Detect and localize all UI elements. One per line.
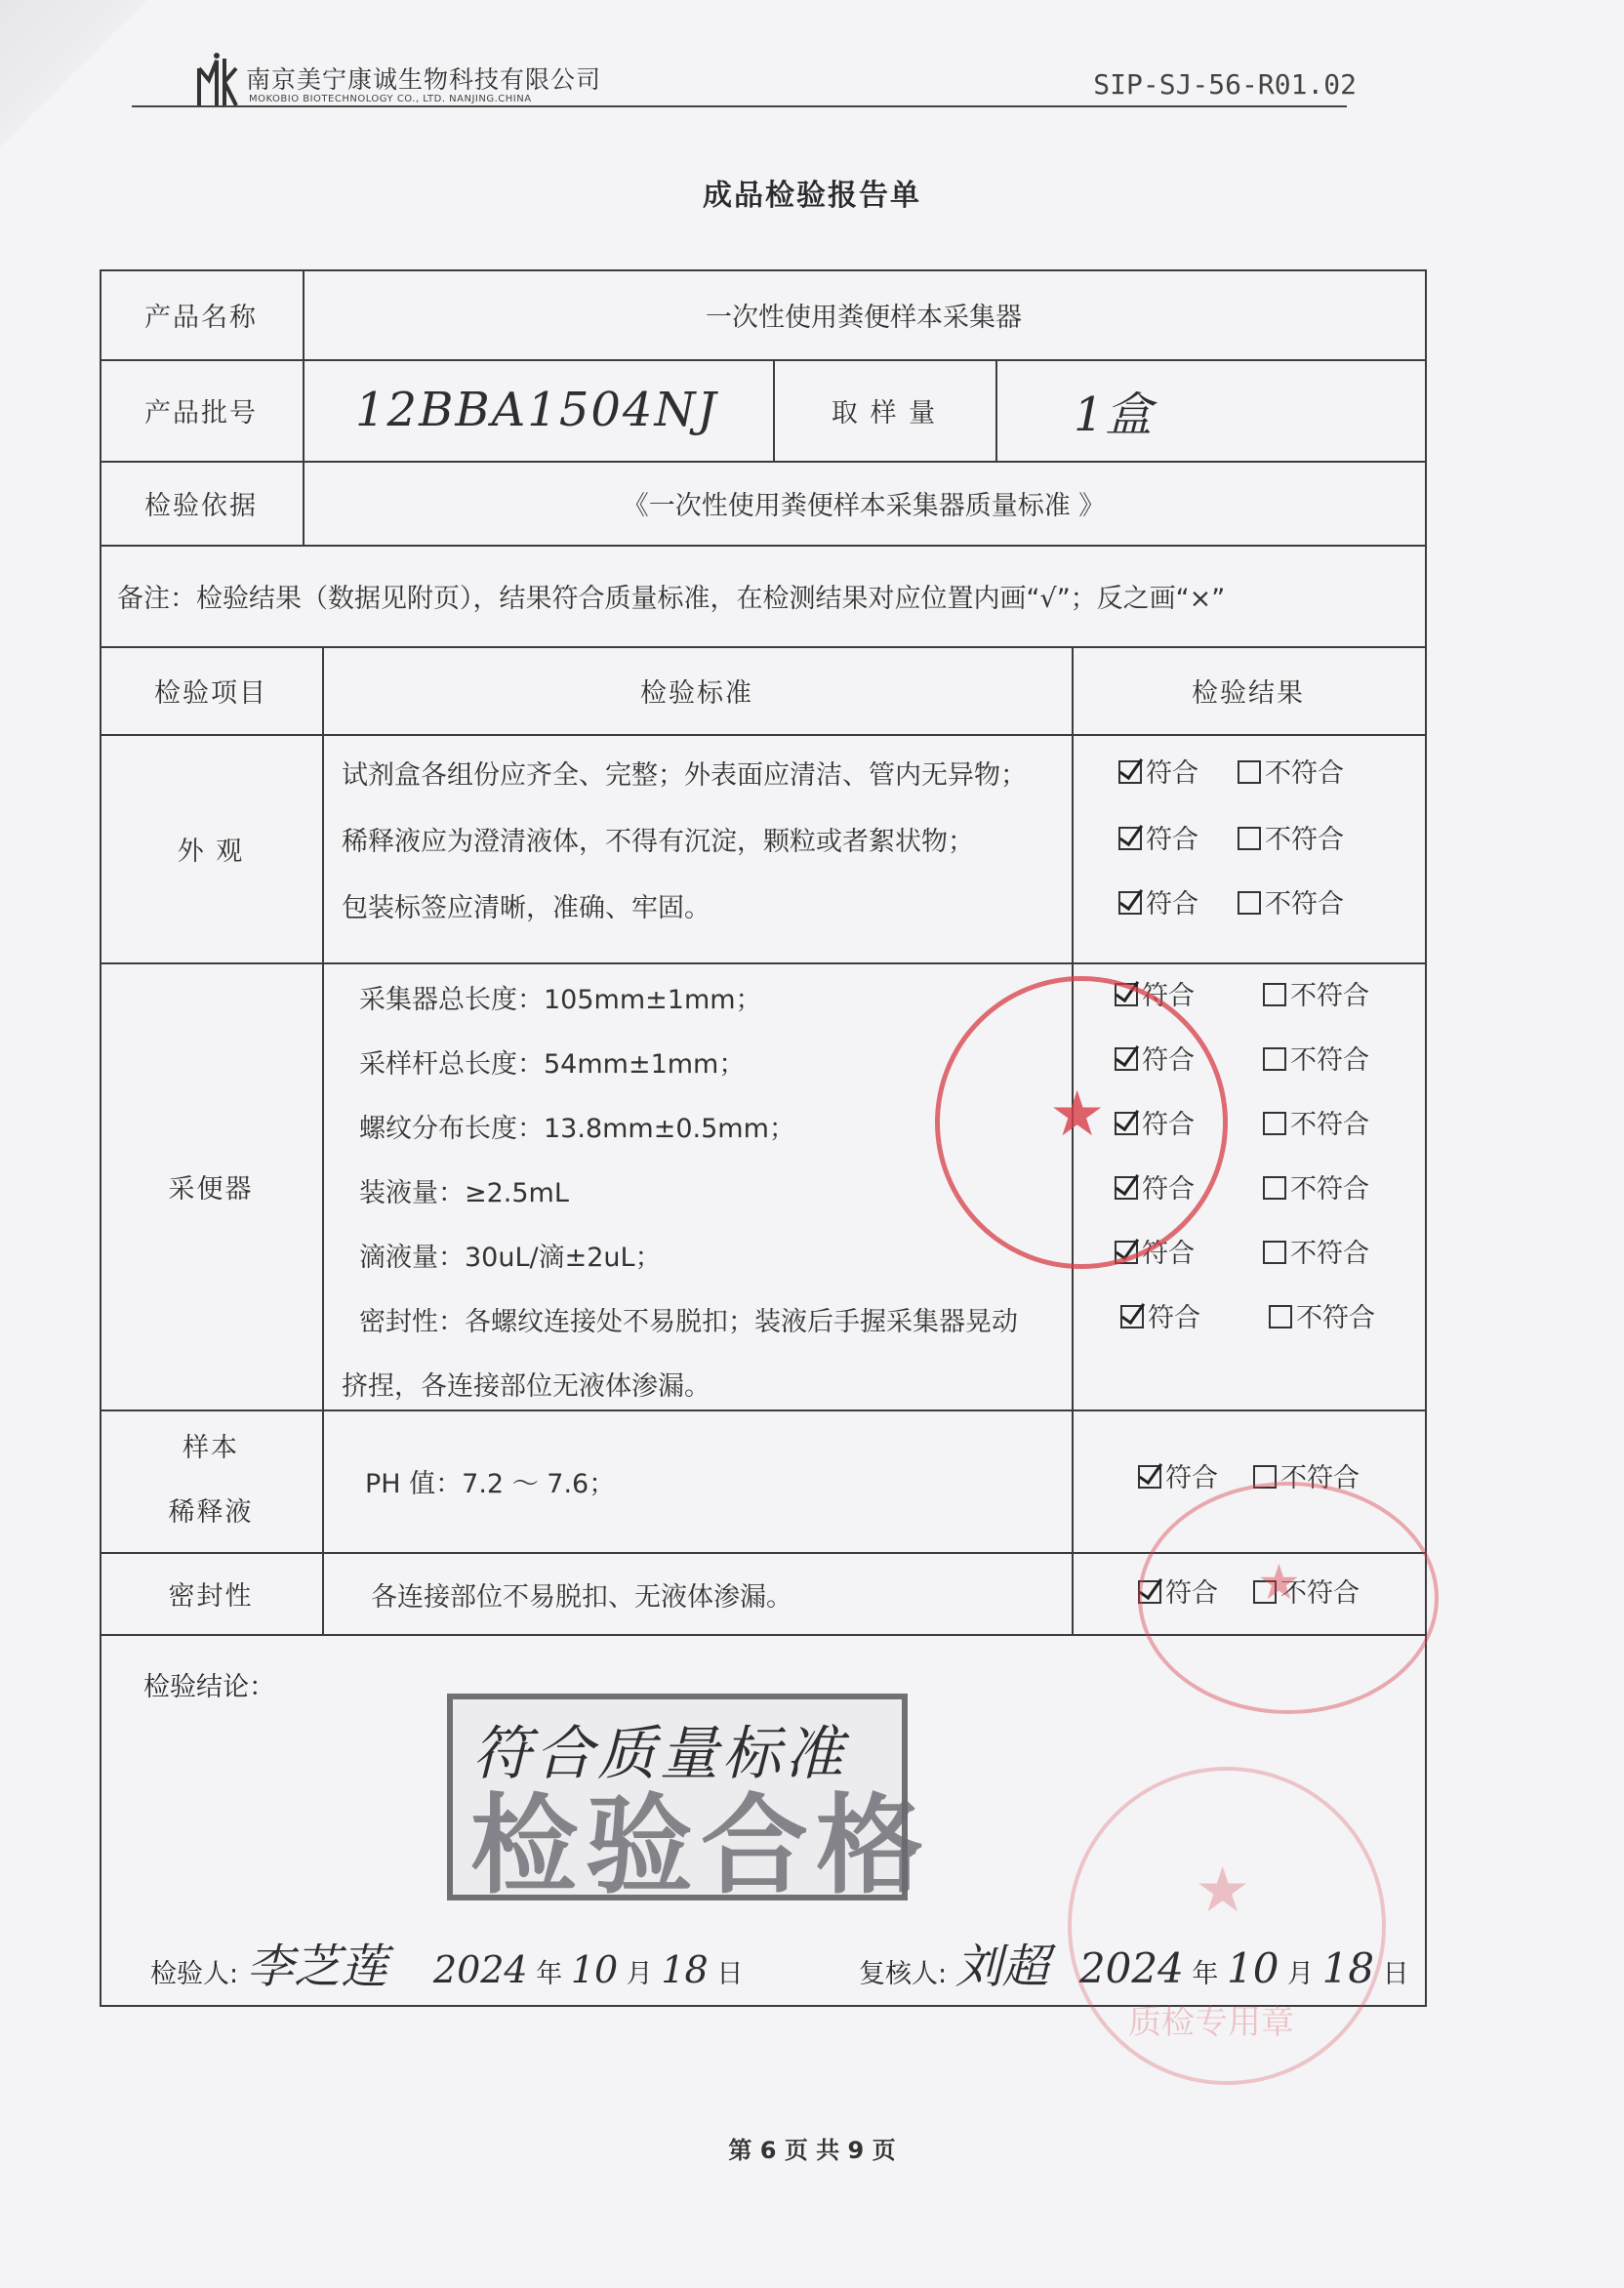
table-border [322, 646, 324, 1634]
result-appearance-1 [1118, 752, 1344, 790]
checked-box-icon [1118, 827, 1142, 850]
standard-line: 密封性：各螺纹连接处不易脱扣；装液后手握采集器晃动 [359, 1307, 1018, 1337]
conclusion-label: 检验结论： [143, 1672, 275, 1702]
seal-text: 质检专用章 [1128, 2003, 1294, 2042]
reviewer-year: 2024 [1078, 1944, 1184, 1992]
pass-label: 符合 [1142, 981, 1195, 1011]
page-number: 第 6 页 共 9 页 [728, 2137, 896, 2164]
header-divider [132, 105, 1347, 107]
inspector-label: 检验人: [150, 1959, 239, 1989]
fail-label: 不符合 [1290, 1239, 1369, 1269]
pass-label: 符合 [1146, 825, 1198, 855]
sample-qty-label: 取 样 量 [831, 397, 938, 429]
checked-box-icon [1118, 760, 1142, 784]
unchecked-box-icon [1238, 891, 1261, 915]
inspector-signature-row [150, 1929, 743, 1996]
table-border [1425, 269, 1427, 2007]
fail-label: 不符合 [1265, 825, 1344, 855]
document-code: SIP-SJ-56-R01.02 [1093, 68, 1357, 101]
fail-label: 不符合 [1290, 1110, 1369, 1140]
item-diluent [100, 1410, 322, 1552]
standard-line: 装液量：≥2.5mL [359, 1178, 569, 1208]
pass-label: 符合 [1146, 889, 1198, 919]
month-char: 月 [626, 1959, 653, 1989]
pass-label: 符合 [1146, 758, 1198, 789]
pass-label: 符合 [1165, 1463, 1218, 1493]
reviewer-name-handwritten: 刘超 [954, 1940, 1049, 1994]
year-char: 年 [1192, 1959, 1219, 1989]
pass-label: 符合 [1165, 1578, 1218, 1609]
fail-label: 不符合 [1265, 758, 1344, 789]
unchecked-box-icon [1263, 1112, 1286, 1135]
basis-value: 《一次性使用粪便样本采集器质量标准 》 [622, 490, 1106, 521]
pass-stamp [447, 1694, 931, 1908]
product-name-label: 产品名称 [144, 302, 258, 333]
pass-label: 符合 [1142, 1239, 1195, 1269]
inspector-day: 18 [661, 1948, 709, 1991]
item-collector: 采便器 [168, 1173, 254, 1205]
stamp-main-text: 检验合格 [470, 1782, 931, 1908]
fail-label: 不符合 [1290, 1174, 1369, 1205]
reviewer-label: 复核人: [859, 1959, 948, 1989]
pass-label: 符合 [1148, 1303, 1200, 1333]
fail-label: 不符合 [1265, 889, 1344, 919]
unchecked-box-icon [1263, 1047, 1286, 1071]
seal-star-icon: ★ [1049, 1079, 1106, 1151]
standard-line: PH 值：7.2 ～ 7.6； [365, 1469, 616, 1499]
result-appearance-3 [1118, 882, 1344, 920]
note-text: 备注：检验结果（数据见附页），结果符合质量标准，在检测结果对应位置内画“√”；反之画“×” [117, 583, 1226, 614]
item-diluent-line2: 稀释液 [168, 1497, 254, 1528]
unchecked-box-icon [1263, 1241, 1286, 1264]
unchecked-box-icon [1238, 760, 1261, 784]
standard-line: 采集器总长度：105mm±1mm； [359, 985, 762, 1015]
inspector-year: 2024 [432, 1948, 528, 1991]
company-name-en: MOKOBIO BIOTECHNOLOGY CO., LTD. NANJING.CHINA [249, 94, 532, 104]
fail-label: 不符合 [1290, 981, 1369, 1011]
page-title: 成品检验报告单 [703, 179, 921, 213]
unchecked-box-icon [1263, 1176, 1286, 1200]
month-char: 月 [1287, 1959, 1315, 1989]
fail-label: 不符合 [1290, 1045, 1369, 1076]
inspector-name-handwritten: 李芝莲 [246, 1940, 387, 1994]
pass-label: 符合 [1142, 1045, 1195, 1076]
day-char: 日 [716, 1959, 744, 1989]
standard-line: 包装标签应清晰，准确、牢固。 [342, 893, 710, 923]
fail-label: 不符合 [1296, 1303, 1375, 1333]
item-diluent-line1: 样本 [183, 1433, 239, 1463]
unchecked-box-icon [1238, 827, 1261, 850]
fail-label: 不符合 [1280, 1578, 1360, 1609]
reviewer-day: 18 [1321, 1944, 1375, 1992]
col-header-item: 检验项目 [154, 677, 267, 709]
day-char: 日 [1382, 1959, 1409, 1989]
unchecked-box-icon [1263, 983, 1286, 1006]
page-fold-shadow [0, 0, 146, 176]
seal-star-icon: ★ [1195, 1855, 1251, 1927]
standard-line: 挤捏，各连接部位无液体渗漏。 [342, 1371, 710, 1402]
fail-label: 不符合 [1280, 1463, 1360, 1493]
unchecked-box-icon [1269, 1305, 1292, 1328]
result-appearance-2 [1118, 818, 1344, 856]
stamp-handwritten-text: 符合质量标准 [472, 1720, 847, 1788]
result-collector-6 [1120, 1296, 1375, 1334]
seal-star-icon: ★ [1257, 1554, 1301, 1611]
checked-box-icon [1138, 1465, 1161, 1489]
pass-label: 符合 [1142, 1174, 1195, 1205]
standard-line: 采样杆总长度：54mm±1mm； [359, 1049, 746, 1080]
checked-box-icon [1118, 891, 1142, 915]
item-appearance: 外 观 [177, 836, 245, 867]
basis-label: 检验依据 [144, 490, 258, 521]
product-name-value: 一次性使用粪便样本采集器 [706, 302, 1022, 333]
company-name-cn: 南京美宁康诚生物科技有限公司 [246, 65, 602, 94]
red-seal-3 [1068, 1767, 1386, 2085]
standard-line: 各连接部位不易脱扣、无液体渗漏。 [371, 1582, 792, 1613]
company-logo-icon [195, 51, 238, 109]
standard-line: 稀释液应为澄清液体，不得有沉淀，颗粒或者絮状物； [342, 827, 974, 857]
col-header-result: 检验结果 [1192, 677, 1305, 709]
standard-line: 滴液量：30uL/滴±2uL； [359, 1243, 662, 1273]
inspection-table [100, 269, 1427, 2007]
inspector-month: 10 [570, 1948, 619, 1991]
item-sealing: 密封性 [168, 1580, 254, 1612]
standard-line: 试剂盒各组份应齐全、完整；外表面应清洁、管内无异物； [342, 760, 1027, 791]
red-seal-1 [935, 976, 1228, 1269]
standard-line: 螺纹分布长度：13.8mm±0.5mm； [359, 1114, 795, 1144]
reviewer-month: 10 [1226, 1944, 1279, 1992]
batch-label: 产品批号 [144, 397, 258, 429]
col-header-standard: 检验标准 [640, 677, 753, 709]
checked-box-icon [1120, 1305, 1144, 1328]
sample-qty-handwritten: 1盒 [1074, 387, 1155, 442]
year-char: 年 [536, 1959, 563, 1989]
pass-label: 符合 [1142, 1110, 1195, 1140]
batch-number-handwritten: 12BBA1504NJ [355, 383, 718, 437]
red-seal-2 [1138, 1482, 1439, 1714]
